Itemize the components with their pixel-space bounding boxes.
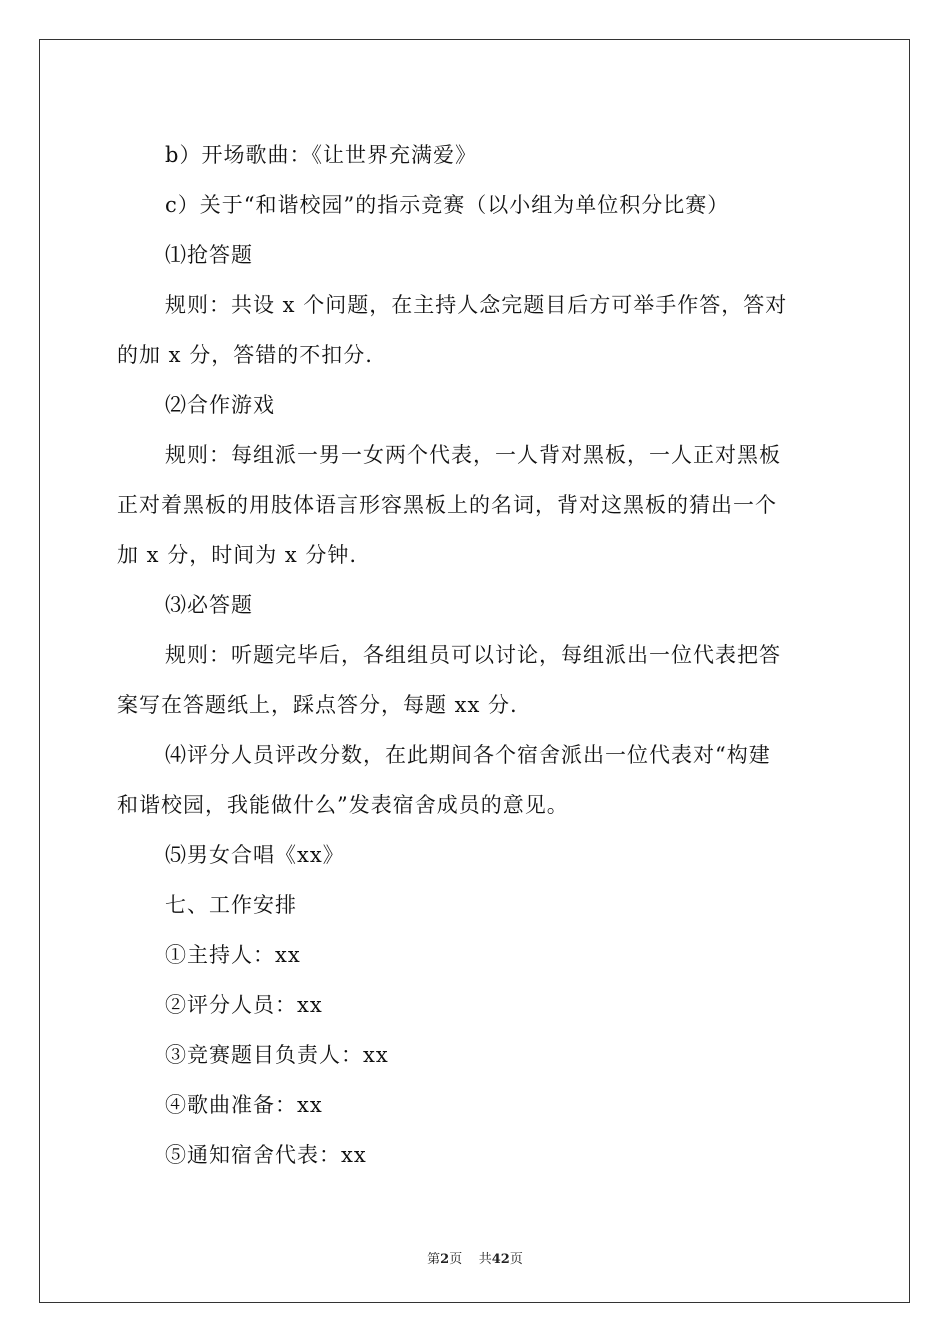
paragraph-rule-2b: 正对着黑板的用肢体语言形容黑板上的名词，背对这黑板的猜出一个: [117, 493, 777, 517]
paragraph-rule-1b: 的加 x 分，答错的不扣分.: [117, 343, 373, 367]
heading-required-answer: ⑶必答题: [165, 593, 253, 617]
footer-total-prefix: 共: [478, 1252, 492, 1267]
paragraph-rule-3a: 规则：听题完毕后，各组组员可以讨论，每组派出一位代表把答: [165, 643, 781, 667]
paragraph-competition: c）关于“和谐校园”的指示竞赛（以小组为单位积分比赛）: [165, 193, 730, 217]
list-item-host: ①主持人：xx: [165, 943, 301, 967]
paragraph-rule-1a: 规则：共设 x 个问题，在主持人念完题目后方可举手作答，答对: [165, 293, 788, 317]
footer-prefix: 第: [427, 1252, 441, 1267]
heading-cooperation-game: ⑵合作游戏: [165, 393, 275, 417]
paragraph-rule-3b: 案写在答题纸上，踩点答分，每题 xx 分.: [117, 693, 518, 717]
footer-total-suffix: 页: [509, 1252, 523, 1267]
paragraph-scoring-b: 和谐校园，我能做什么”发表宿舍成员的意见。: [117, 793, 569, 817]
list-item-song-prep: ④歌曲准备：xx: [165, 1093, 323, 1117]
footer-total-pages: 42: [491, 1252, 510, 1267]
footer-page-suffix: 页: [449, 1252, 463, 1267]
paragraph-scoring-a: ⑷评分人员评改分数，在此期间各个宿舍派出一位代表对“构建: [165, 743, 771, 767]
list-item-judges: ②评分人员：xx: [165, 993, 323, 1017]
list-item-dorm-notice: ⑤通知宿舍代表：xx: [165, 1143, 367, 1167]
paragraph-rule-2c: 加 x 分，时间为 x 分钟.: [117, 543, 358, 567]
heading-quick-answer: ⑴抢答题: [165, 243, 253, 267]
list-item-question-lead: ③竞赛题目负责人：xx: [165, 1043, 389, 1067]
document-body: [117, 130, 837, 1180]
page-footer: [0, 1248, 950, 1267]
paragraph-chorus: ⑸男女合唱《xx》: [165, 843, 345, 867]
paragraph-rule-2a: 规则：每组派一男一女两个代表，一人背对黑板，一人正对黑板: [165, 443, 781, 467]
footer-page-number: 2: [440, 1252, 450, 1267]
paragraph-opening-song: b）开场歌曲：《让世界充满爱》: [165, 143, 477, 167]
heading-work-arrangement: 七、工作安排: [165, 893, 297, 917]
